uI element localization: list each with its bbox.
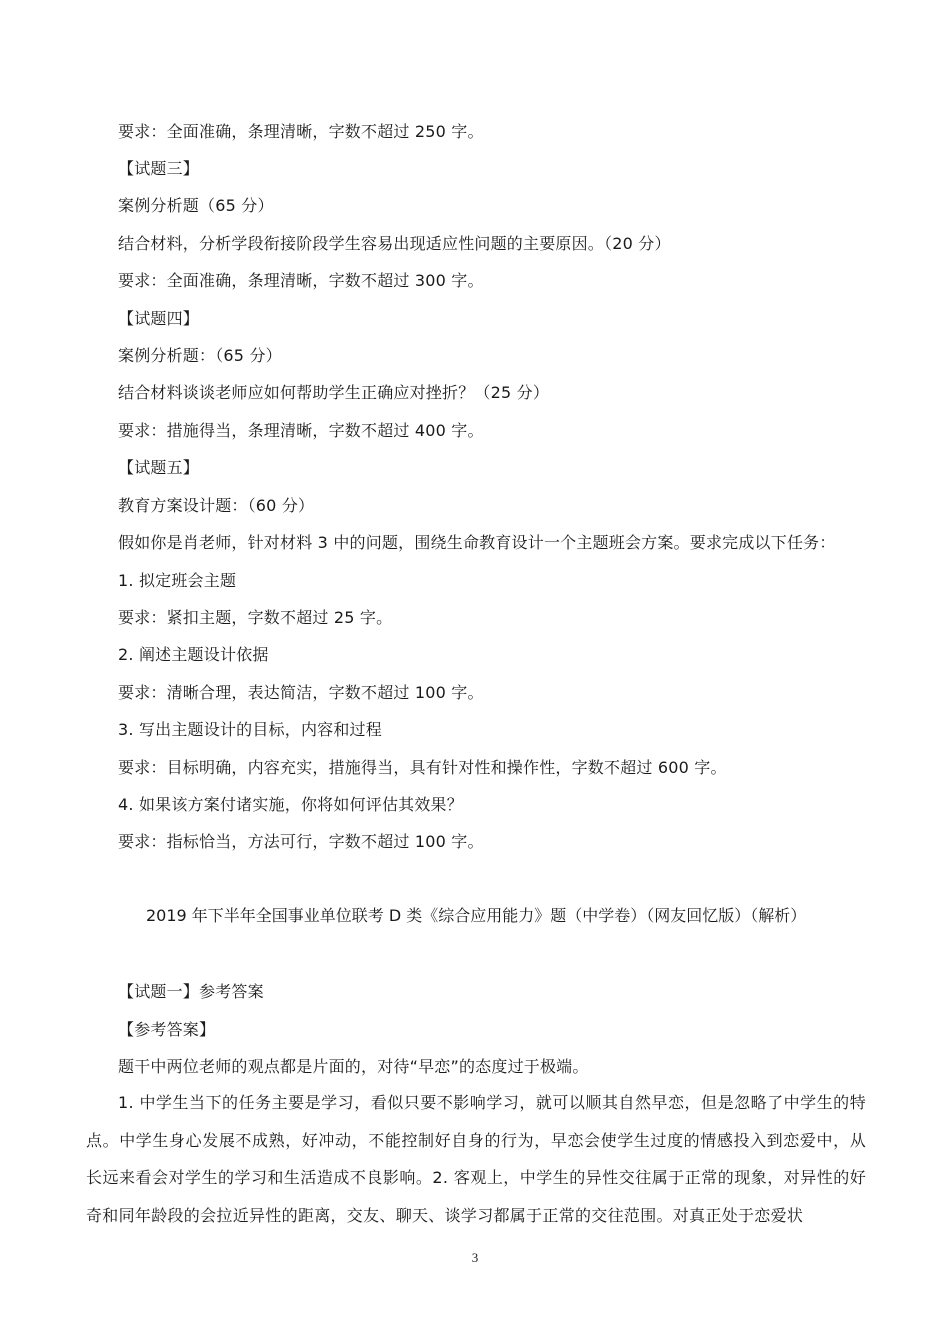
task-item: 1. 拟定班会主题 bbox=[118, 571, 237, 590]
question-heading: 【试题五】 bbox=[118, 458, 200, 477]
task-item: 4. 如果该方案付诸实施，你将如何评估其效果？ bbox=[118, 795, 463, 814]
question-prompt: 结合材料，分析学段衔接阶段学生容易出现适应性问题的主要原因。（20 分） bbox=[118, 234, 671, 253]
task-item: 3. 写出主题设计的目标，内容和过程 bbox=[118, 720, 382, 739]
question-type: 案例分析题：（65 分） bbox=[118, 346, 282, 365]
page-number: 3 bbox=[471, 1250, 479, 1265]
requirement-line: 要求：目标明确，内容充实，措施得当，具有针对性和操作性，字数不超过 600 字。 bbox=[118, 758, 727, 777]
question-prompt: 假如你是肖老师，针对材料 3 中的问题，围绕生命教育设计一个主题班会方案。要求完成以下任务： bbox=[118, 533, 836, 552]
answer-subheading: 【参考答案】 bbox=[118, 1020, 216, 1039]
answer-heading: 【试题一】参考答案 bbox=[118, 982, 264, 1001]
requirement-line: 要求：紧扣主题，字数不超过 25 字。 bbox=[118, 608, 393, 627]
requirement-line: 要求：指标恰当，方法可行，字数不超过 100 字。 bbox=[118, 832, 484, 851]
section-title: 2019 年下半年全国事业单位联考 D 类《综合应用能力》题（中学卷）（网友回忆版）（解析） bbox=[146, 906, 807, 925]
question-type: 教育方案设计题：（60 分） bbox=[118, 496, 315, 515]
task-item: 2. 阐述主题设计依据 bbox=[118, 645, 269, 664]
question-heading: 【试题三】 bbox=[118, 159, 200, 178]
question-heading: 【试题四】 bbox=[118, 309, 200, 328]
question-type: 案例分析题（65 分） bbox=[118, 196, 274, 215]
question-prompt: 结合材料谈谈老师应如何帮助学生正确应对挫折？（25 分） bbox=[118, 383, 550, 402]
answer-paragraph: 1. 中学生当下的任务主要是学习，看似只要不影响学习，就可以顺其自然早恋，但是忽略了中学生的特点。中学生身心发展不成熟，好冲动，不能控制好自身的行为，早恋会使学生过度的情感投入到恋爱中，从长远来看会对学生的学习和生活造成不良影响。2. 客观上，中学生的异性交往属于正常的现象，对异性的好奇和同年龄段的会拉近异性的距离，交友、聊天、谈学习都属于正常的交往范围。对真正处于恋爱状 bbox=[86, 1093, 866, 1225]
requirement-line: 要求：全面准确，条理清晰，字数不超过 250 字。 bbox=[118, 122, 484, 141]
requirement-line: 要求：清晰合理，表达简洁，字数不超过 100 字。 bbox=[118, 683, 484, 702]
requirement-line: 要求：措施得当，条理清晰，字数不超过 400 字。 bbox=[118, 421, 484, 440]
answer-intro: 题干中两位老师的观点都是片面的，对待“早恋”的态度过于极端。 bbox=[118, 1057, 589, 1076]
requirement-line: 要求：全面准确，条理清晰，字数不超过 300 字。 bbox=[118, 271, 484, 290]
